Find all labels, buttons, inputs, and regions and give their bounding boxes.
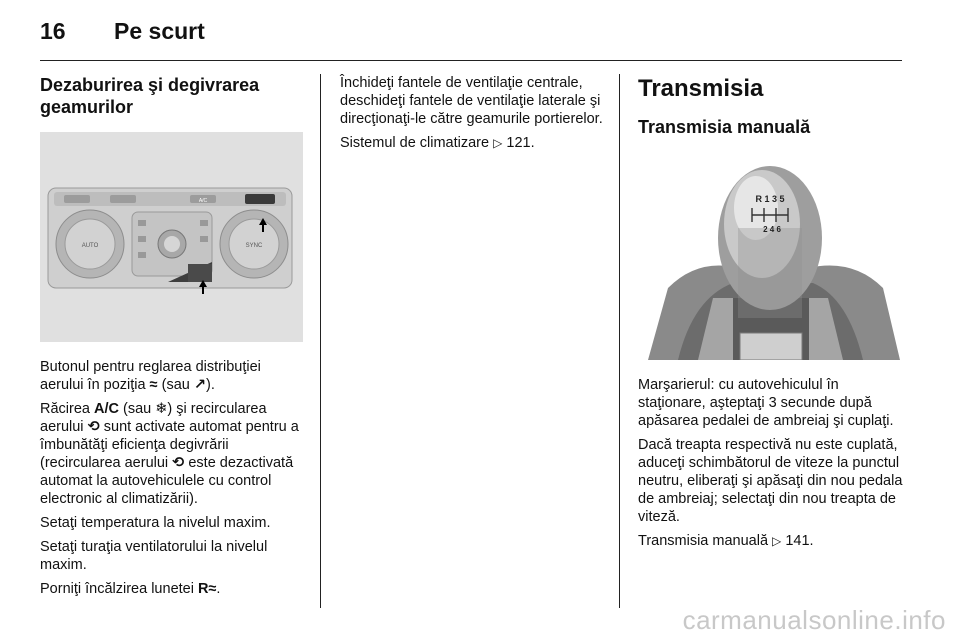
paragraph-air-distribution <box>40 358 306 394</box>
page-reference[interactable]: 141. <box>785 533 814 549</box>
ac-label: A/C <box>94 401 119 417</box>
text-fragment: sunt activate automat pentru a îmbunătăţi eficienţa degivrării (recircularea aerului <box>40 419 299 471</box>
text-fragment: este dezactivată automat la autovehiculele cu control electronic al climatizării). <box>40 455 294 507</box>
column-3 <box>638 74 906 556</box>
rear-window-heating-icon: R≈ <box>197 581 217 597</box>
column-2 <box>340 74 608 158</box>
page-title: Pe scurt <box>114 18 205 44</box>
text-fragment: Sistemul de climatizare <box>340 135 490 151</box>
page-header <box>40 18 205 48</box>
recirculation-icon: ⟲ <box>172 455 185 471</box>
column-divider-2 <box>619 74 620 608</box>
text-fragment: (sau <box>123 401 152 417</box>
section-heading-defrost: Dezaburirea şi degivrarea geamurilor <box>40 75 260 117</box>
ac-button-label: A/C <box>198 198 208 204</box>
gear-pattern-bottom: 2 4 6 <box>763 225 781 234</box>
paragraph-transmission-ref <box>638 532 906 550</box>
text-fragment: (sau <box>161 377 190 393</box>
gear-knob-illustration <box>638 148 901 360</box>
paragraph-cooling <box>40 400 306 508</box>
paragraph-climate-ref <box>340 134 608 152</box>
paragraph-temperature: Setaţi temperatura la nivelul maxim. <box>40 515 271 531</box>
page-reference-arrow-icon: ▷ <box>493 136 503 150</box>
text-fragment: ) şi recircularea aerului <box>40 401 267 435</box>
defrost-mode-icon: ↗ <box>193 377 207 393</box>
column-divider-1 <box>320 74 321 608</box>
gear-shift-figure <box>638 148 901 360</box>
watermark: carmanualsonline.info <box>682 605 946 635</box>
paragraph-reverse-gear: Marşarierul: cu autovehiculul în staţionare, aşteptaţi 3 secunde după apăsarea pedalei de ambreiaj şi cuplaţi. <box>638 377 894 429</box>
text-fragment: . <box>216 581 221 597</box>
left-knob-label: AUTO <box>81 243 99 249</box>
column-1 <box>40 74 306 604</box>
chapter-heading-transmission: Transmisia <box>638 75 764 102</box>
snowflake-icon: ❄ <box>155 401 168 417</box>
text-fragment: ). <box>206 377 215 393</box>
page-reference[interactable]: 121. <box>506 135 535 151</box>
right-knob-label: SYNC <box>245 243 263 249</box>
subheading-manual-transmission: Transmisia manuală <box>638 117 811 137</box>
windscreen-defrost-icon: ≈ <box>149 377 158 393</box>
text-fragment: Răcirea <box>40 401 90 417</box>
header-rule <box>40 60 902 61</box>
text-fragment: Porniţi încălzirea lunetei <box>40 581 194 597</box>
text-fragment: Transmisia manuală <box>638 533 769 549</box>
recirculation-icon: ⟲ <box>87 419 100 435</box>
climate-control-figure <box>40 132 303 342</box>
page-reference-arrow-icon: ▷ <box>772 534 782 548</box>
paragraph-vents: Închideţi fantele de ventilaţie centrale, deschideţi fantele de ventilaţie laterale şi direcţionaţi-le către geamurile portierelor. <box>340 75 603 127</box>
text-fragment: Butonul pentru reglarea distribuţiei aerului în poziţia <box>40 359 261 393</box>
paragraph-rear-window-heating <box>40 580 306 598</box>
climate-panel-illustration <box>40 132 303 342</box>
paragraph-fan-speed: Setaţi turaţia ventilatorului la nivelul maxim. <box>40 539 268 573</box>
gear-pattern-top: R 1 3 5 <box>755 194 785 204</box>
paragraph-gear-not-engaged: Dacă treapta respectivă nu este cuplată, aduceţi schimbătorul de viteze la punctul neutru, eliberaţi şi apăsaţi din nou pedala de ambreiaj; selectaţi din nou treapta de viteză. <box>638 437 903 525</box>
page-number: 16 <box>40 18 66 44</box>
